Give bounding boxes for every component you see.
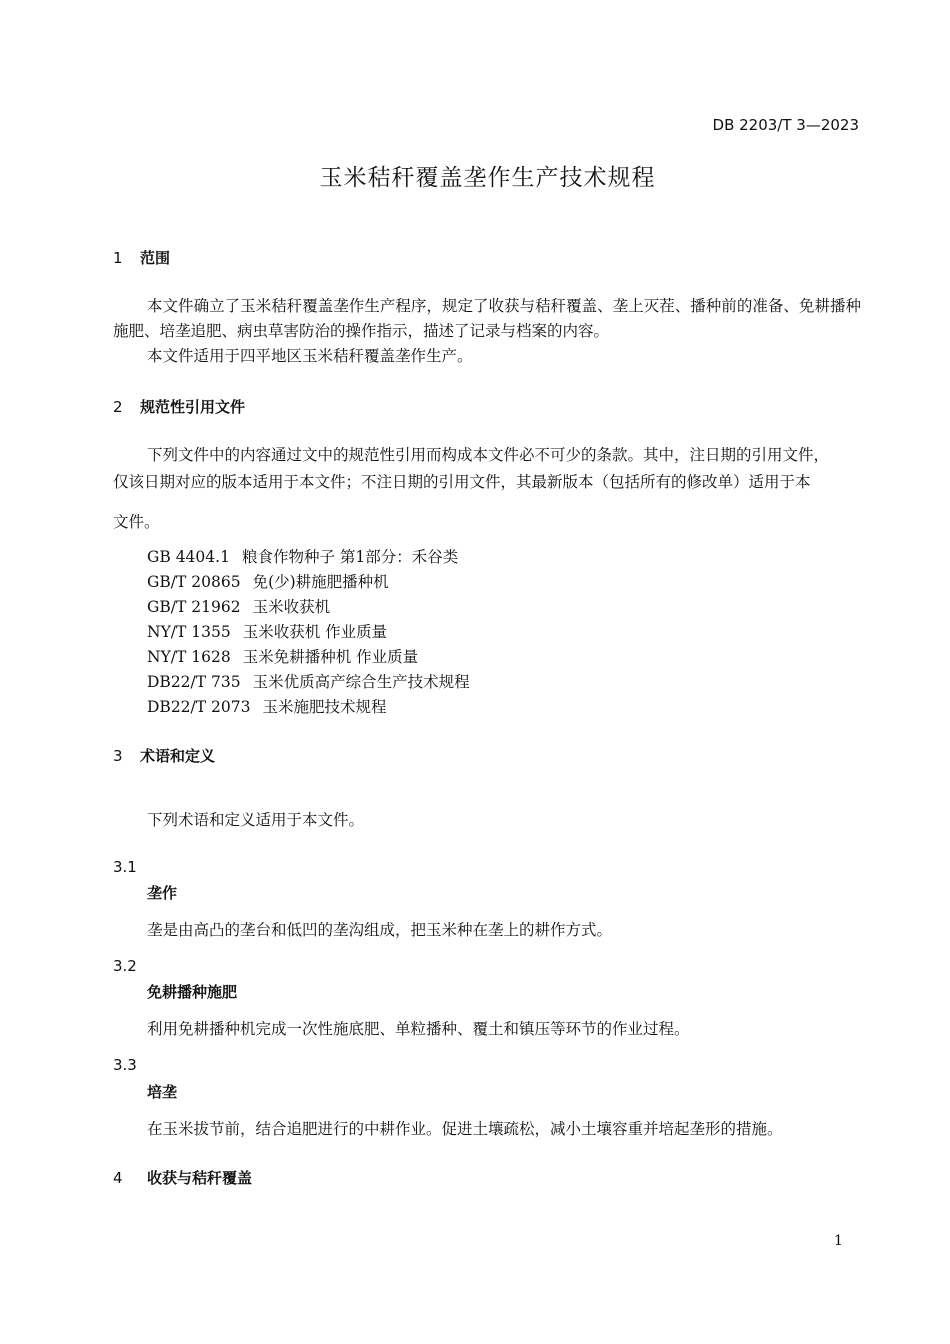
section-1-heading	[113, 247, 170, 268]
normative-refs-line-1: 下列文件中的内容通过文中的规范性引用而构成本文件必不可少的条款。其中，注日期的引用文件，	[147, 446, 830, 464]
reference-item	[147, 595, 330, 617]
scope-paragraph-2: 本文件适用于四平地区玉米秸秆覆盖垄作生产。	[147, 347, 473, 365]
reference-item	[147, 695, 387, 717]
reference-item	[147, 545, 458, 567]
standard-code: DB 2203/T 3—2023	[712, 116, 859, 134]
reference-code: GB 4404.1	[147, 548, 230, 566]
document-title: 玉米秸秆覆盖垄作生产技术规程	[319, 165, 656, 191]
term-definition: 垄是由高凸的垄台和低凹的垄沟组成，把玉米种在垄上的耕作方式。	[147, 921, 613, 939]
reference-name: 玉米收获机 作业质量	[242, 623, 388, 641]
section-4-heading	[113, 1167, 252, 1188]
term-name: 培垄	[147, 1083, 178, 1101]
section-title: 收获与秸秆覆盖	[147, 1169, 253, 1187]
normative-refs-line-3: 文件。	[113, 513, 160, 531]
term-name: 免耕播种施肥	[147, 983, 238, 1001]
section-2-heading	[113, 396, 245, 417]
reference-name: 免(少)耕施肥播种机	[252, 573, 389, 591]
reference-item	[147, 620, 387, 642]
term-number: 3.2	[113, 957, 137, 975]
term-number: 3.1	[113, 858, 137, 876]
reference-name: 玉米施肥技术规程	[262, 698, 387, 716]
section-number: 2	[113, 398, 123, 416]
reference-code: DB22/T 735	[147, 673, 241, 691]
section-title: 规范性引用文件	[140, 398, 246, 416]
scope-paragraph-1: 本文件确立了玉米秸秆覆盖垄作生产程序，规定了收获与秸秆覆盖、垄上灭茬、播种前的准备、免耕播种施肥、培垄追肥、病虫草害防治的操作指示，描述了记录与档案的内容。	[113, 297, 861, 340]
section-number: 3	[113, 747, 123, 765]
reference-code: NY/T 1628	[147, 648, 231, 666]
term-number: 3.3	[113, 1056, 137, 1074]
section-title: 术语和定义	[140, 747, 216, 765]
reference-item	[147, 570, 389, 592]
term-definition: 在玉米拔节前，结合追肥进行的中耕作业。促进土壤疏松，减小土壤容重并培起垄形的措施。	[147, 1120, 783, 1138]
reference-code: DB22/T 2073	[147, 698, 251, 716]
section-3-heading	[113, 745, 215, 766]
reference-name: 玉米免耕播种机 作业质量	[242, 648, 419, 666]
term-name: 垄作	[147, 884, 178, 902]
page-number: 1	[834, 1233, 843, 1249]
section-number: 4	[113, 1169, 123, 1187]
reference-name: 玉米收获机	[252, 598, 331, 616]
term-definition: 利用免耕播种机完成一次性施底肥、单粒播种、覆土和镇压等环节的作业过程。	[147, 1020, 690, 1038]
normative-refs-line-2: 仅该日期对应的版本适用于本文件；不注日期的引用文件，其最新版本（包括所有的修改单）适用于本	[113, 473, 811, 491]
terms-intro: 下列术语和定义适用于本文件。	[147, 811, 365, 829]
reference-item	[147, 670, 470, 692]
reference-code: GB/T 21962	[147, 598, 241, 616]
reference-item	[147, 645, 418, 667]
section-number: 1	[113, 249, 123, 267]
reference-name: 粮食作物种子 第1部分：禾谷类	[241, 548, 459, 566]
reference-name: 玉米优质高产综合生产技术规程	[252, 673, 470, 691]
reference-code: GB/T 20865	[147, 573, 241, 591]
reference-code: NY/T 1355	[147, 623, 231, 641]
section-title: 范围	[140, 249, 171, 267]
